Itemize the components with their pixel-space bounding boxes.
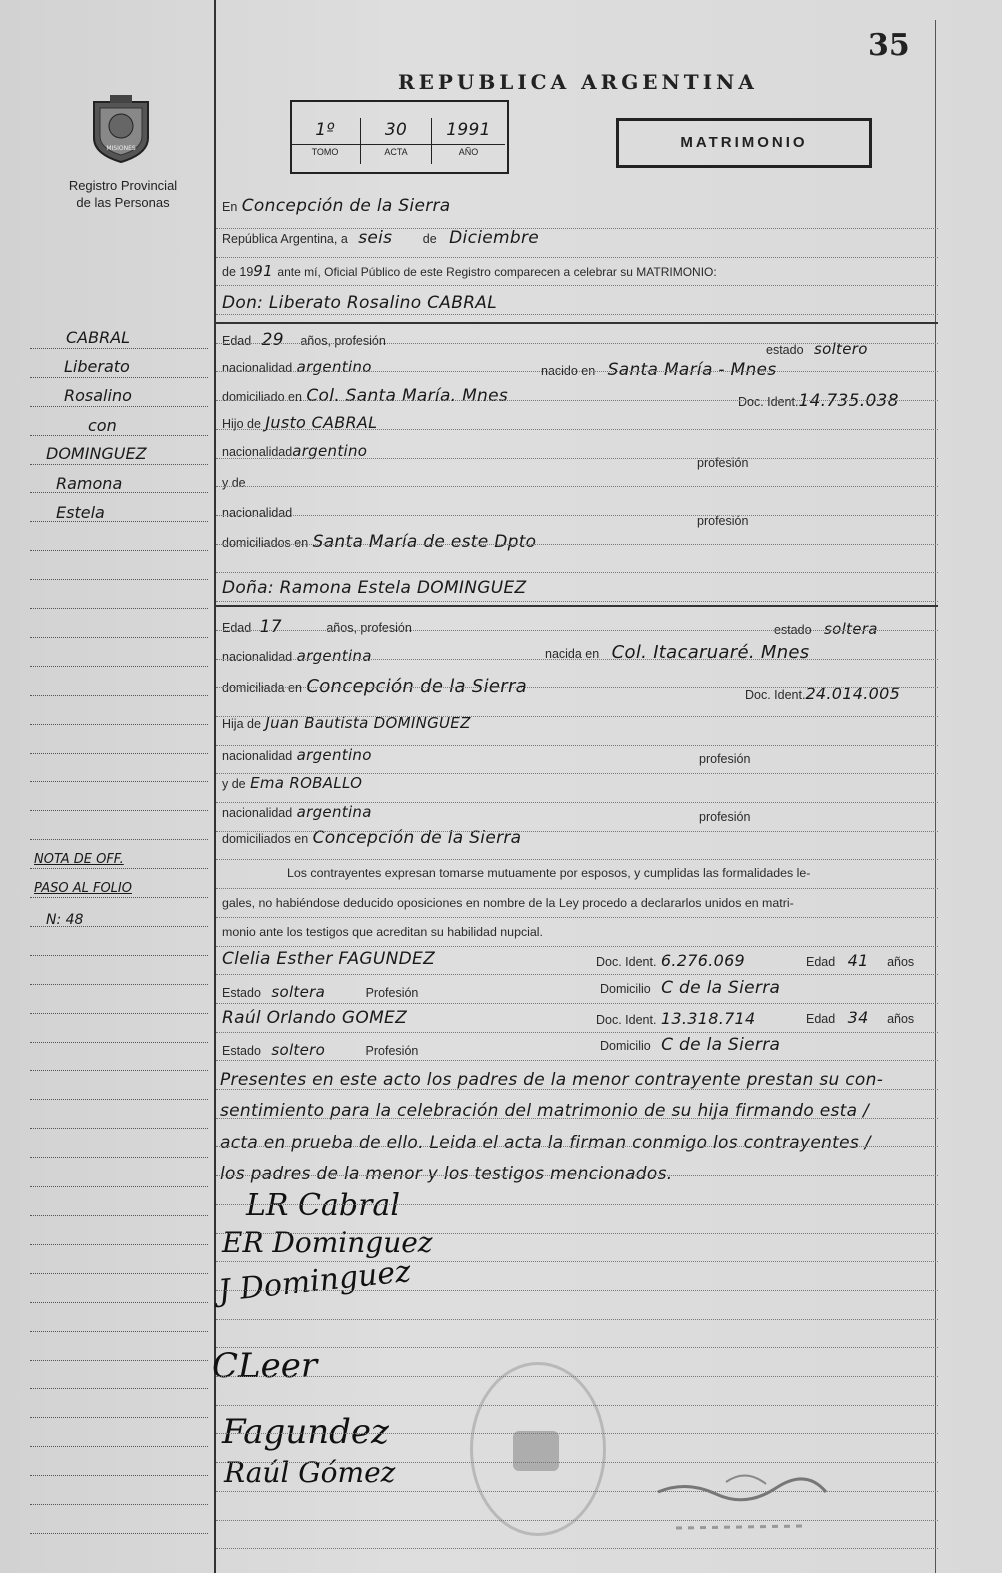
ruled-line — [216, 228, 938, 229]
groom-estado: soltero — [813, 340, 868, 358]
registry-line2: de las Personas — [76, 195, 170, 210]
bride-yde-label: y de — [222, 777, 246, 791]
book-reference-values — [290, 118, 505, 164]
witness1-name-row — [222, 949, 435, 969]
bride-father-nac-row — [222, 746, 372, 765]
witness1-doc-group — [596, 951, 745, 971]
ruled-line — [216, 1003, 938, 1004]
registry-seal — [86, 92, 156, 164]
witness2-doc: 13.318.714 — [660, 1009, 756, 1028]
ruled-line — [216, 1146, 938, 1147]
ruled-line — [216, 974, 938, 975]
margin-ruled-line — [30, 1157, 208, 1158]
witness1-anos-label: años — [887, 955, 915, 969]
bride-nacida-label: nacida en — [545, 647, 600, 661]
margin-ruled-line — [30, 955, 208, 956]
year-prefix: de 19 — [222, 265, 254, 279]
bride-father: Juan Bautista DOMINGUEZ — [265, 714, 471, 732]
margin-ruled-line — [30, 1215, 208, 1216]
ruled-line — [216, 1405, 938, 1406]
groom-separator — [216, 322, 938, 324]
witness1-dom-label: Domicilio — [600, 982, 651, 996]
groom-nac-row — [222, 358, 372, 377]
witness2-name: Raúl Orlando GOMEZ — [222, 1008, 408, 1028]
tomo-value: 1º — [315, 120, 335, 140]
bride-mother-nac-label: nacionalidad — [222, 806, 293, 820]
ruled-line — [216, 773, 938, 774]
margin-ruled-line — [30, 1244, 208, 1245]
margin-ruled-line — [30, 926, 208, 927]
signature-fagundez: Fagundez — [222, 1412, 389, 1452]
witness1-estado-row — [222, 983, 418, 1002]
margin-ruled-line — [30, 1388, 208, 1389]
ruled-line — [216, 400, 938, 401]
bride-anos-profesion-label: años, profesión — [326, 621, 412, 635]
groom-parents-domicilio: Santa María de este Dpto — [312, 532, 537, 552]
witness1-estado: soltera — [271, 983, 326, 1001]
ruled-line — [216, 1233, 938, 1234]
margin-ruled-line — [30, 1475, 208, 1476]
margin-first2: Ramona — [56, 474, 123, 493]
ruled-line — [216, 343, 938, 344]
ruled-line — [216, 572, 938, 573]
ruled-line — [216, 1089, 938, 1090]
column-divider — [214, 0, 216, 1573]
ruled-line — [216, 486, 938, 487]
margin-ruled-line — [30, 1417, 208, 1418]
ruled-line — [216, 1290, 938, 1291]
bride-domiciliados-label: domiciliados en — [222, 832, 309, 846]
ano-value: 1991 — [446, 120, 491, 140]
witness2-name-row — [222, 1008, 407, 1028]
margin-ruled-line — [30, 579, 208, 580]
groom-heading: Don: Liberato Rosalino CABRAL — [222, 293, 498, 313]
bride-profesion2 — [699, 808, 750, 826]
groom-parents-dom-row — [222, 532, 536, 552]
declaration-line2: gales, no habiéndose deducido oposiciones en nombre de la Ley procedo a declararlos unidos en matri- — [222, 896, 794, 910]
bride-edad-label: Edad — [222, 621, 252, 635]
bride-father-nac-label: nacionalidad — [222, 749, 293, 763]
ruled-line — [216, 257, 938, 258]
groom-heading-row — [222, 293, 497, 313]
seal-label: MISIONES — [106, 145, 136, 152]
margin-ruled-line — [30, 1446, 208, 1447]
country-title: REPUBLICA ARGENTINA — [398, 70, 758, 94]
groom-profesion2-label: profesión — [697, 514, 749, 528]
margin-ruled-line — [30, 810, 208, 811]
bride-profesion2-label: profesión — [699, 810, 751, 824]
bride-doc-label: Doc. Ident. — [745, 688, 806, 702]
bride-mother: Ema ROBALLO — [250, 774, 363, 792]
bride-doc: 24.014.005 — [805, 684, 901, 703]
witness2-age-group — [806, 1008, 914, 1028]
de-label: de — [422, 232, 437, 246]
margin-ruled-line — [30, 984, 208, 985]
groom-doc-label: Doc. Ident. — [738, 395, 799, 409]
groom-dom-label: domiciliado en — [222, 390, 302, 404]
groom-anos-profesion-label: años, profesión — [300, 334, 386, 348]
groom-mother-nac-label: nacionalidad — [222, 506, 293, 520]
margin-ruled-line — [30, 637, 208, 638]
margin-ruled-line — [30, 695, 208, 696]
ruled-line — [216, 946, 938, 947]
groom-father: Justo CABRAL — [265, 413, 378, 432]
intro-statement-row — [222, 262, 717, 281]
margin-note-line1: NOTA DE OFF. — [34, 852, 124, 867]
witness1-age: 41 — [847, 951, 869, 970]
groom-father-nac: argentino — [292, 442, 368, 460]
groom-yde-label: y de — [222, 476, 246, 490]
witness1-domicilio: C de la Sierra — [661, 978, 781, 998]
margin-conjunction: con — [88, 416, 117, 435]
margin-first1: Liberato — [64, 357, 130, 376]
acta-cell — [361, 118, 432, 164]
groom-edad-label: Edad — [222, 334, 252, 348]
witness2-doc-label: Doc. Ident. — [596, 1013, 657, 1027]
margin-note-line3: N: 48 — [46, 912, 84, 928]
witness2-estado-row — [222, 1041, 418, 1060]
margin-ruled-line — [30, 521, 208, 522]
acta-label: ACTA — [361, 144, 431, 157]
remarks-line4: los padres de la menor y los testigos mencionados. — [220, 1164, 673, 1184]
margin-ruled-line — [30, 781, 208, 782]
witness1-doc-label: Doc. Ident. — [596, 955, 657, 969]
ruled-line — [216, 859, 938, 860]
margin-ruled-line — [30, 1099, 208, 1100]
groom-domiciliados-label: domiciliados en — [222, 536, 309, 550]
ruled-line — [216, 888, 938, 889]
declaration-line1: Los contrayentes expresan tomarse mutuamente por esposos, y cumplidas las formalidades le- — [287, 866, 811, 880]
ruled-line — [216, 314, 938, 315]
ruled-line — [216, 1319, 938, 1320]
ruled-line — [216, 285, 938, 286]
groom-domicilio: Col. Santa María. Mnes — [306, 386, 509, 406]
bride-mother-row — [222, 774, 362, 793]
ruled-line — [216, 1175, 938, 1176]
margin-ruled-line — [30, 550, 208, 551]
margin-ruled-line — [30, 666, 208, 667]
ruled-line — [216, 1548, 938, 1549]
intro-year: 91 — [253, 262, 273, 280]
ruled-line — [216, 1204, 938, 1205]
bride-heading: Doña: Ramona Estela DOMINGUEZ — [222, 578, 527, 598]
margin-ruled-line — [30, 724, 208, 725]
ruled-line — [216, 630, 938, 631]
bride-nacida: Col. Itacaruaré. Mnes — [611, 642, 810, 663]
remarks-line1: Presentes en este acto los padres de la menor contrayente prestan su con- — [220, 1070, 884, 1090]
groom-age: 29 — [261, 330, 284, 350]
acta-value: 30 — [384, 120, 408, 140]
bride-age: 17 — [259, 617, 282, 637]
en-label: En — [222, 200, 238, 214]
groom-nacido-label: nacido en — [541, 364, 596, 378]
ruled-line — [216, 1491, 938, 1492]
remarks-line3: acta en prueba de ello. Leida el acta la firman conmigo los contrayentes / — [220, 1133, 871, 1153]
ruled-line — [216, 659, 938, 660]
witness2-dom-group — [600, 1035, 780, 1055]
bride-dom-label: domiciliada en — [222, 681, 302, 695]
margin-ruled-line — [30, 1360, 208, 1361]
bride-domicilio: Concepción de la Sierra — [306, 676, 528, 697]
witness2-age: 34 — [847, 1008, 869, 1027]
bride-estado: soltera — [823, 620, 878, 638]
margin-ruled-line — [30, 1042, 208, 1043]
ruled-line — [216, 1376, 938, 1377]
witness1-name: Clelia Esther FAGUNDEZ — [222, 949, 436, 969]
remarks-line2: sentimiento para la celebración del matrimonio de su hija firmando esta / — [220, 1101, 870, 1121]
ano-cell — [432, 118, 505, 164]
ruled-line — [216, 371, 938, 372]
ruled-line — [216, 687, 938, 688]
bride-nac-row — [222, 647, 372, 666]
official-signature — [656, 1470, 836, 1540]
margin-ruled-line — [30, 435, 208, 436]
witness1-edad-label: Edad — [806, 955, 836, 969]
margin-ruled-line — [30, 1302, 208, 1303]
margin-ruled-line — [30, 1273, 208, 1274]
margin-surname2: DOMINGUEZ — [46, 444, 147, 463]
margin-ruled-line — [30, 464, 208, 465]
signature-gomez: Raúl Gómez — [224, 1456, 396, 1489]
groom-doc-group — [738, 391, 899, 411]
tomo-cell — [290, 118, 361, 164]
ruled-line — [216, 716, 938, 717]
document-type-box: MATRIMONIO — [616, 118, 872, 168]
official-stamp — [470, 1362, 606, 1536]
stamp-emblem — [513, 1431, 559, 1471]
bride-profesion-label: profesión — [699, 752, 751, 766]
margin-ruled-line — [30, 1128, 208, 1129]
margin-ruled-line — [30, 348, 208, 349]
ruled-line — [216, 544, 938, 545]
ruled-line — [216, 429, 938, 430]
bride-mother-nac-row — [222, 803, 372, 822]
signature-bride: ER Dominguez — [222, 1226, 433, 1259]
witness2-domicilio: C de la Sierra — [661, 1035, 781, 1055]
margin-ruled-line — [30, 839, 208, 840]
bride-hija-label: Hija de — [222, 717, 261, 731]
groom-doc: 14.735.038 — [798, 391, 899, 411]
bride-profesion1 — [699, 750, 750, 768]
witness2-estado: soltero — [271, 1041, 326, 1059]
ruled-line — [216, 1520, 938, 1521]
margin-ruled-line — [30, 1186, 208, 1187]
bride-mother-nac: argentina — [296, 803, 372, 821]
witness1-estado-label: Estado — [222, 986, 261, 1000]
margin-ruled-line — [30, 897, 208, 898]
right-border — [935, 20, 936, 1573]
page-number: 35 — [868, 28, 910, 63]
groom-nacido-group — [541, 360, 776, 380]
groom-dom-row — [222, 386, 508, 406]
margin-ruled-line — [30, 377, 208, 378]
margin-ruled-line — [30, 1013, 208, 1014]
ruled-line — [216, 1347, 938, 1348]
margin-ruled-line — [30, 492, 208, 493]
witness1-age-group — [806, 951, 914, 971]
registry-line1: Registro Provincial — [68, 178, 178, 193]
bride-father-nac: argentino — [296, 746, 372, 764]
ruled-line — [216, 1032, 938, 1033]
margin-first2b: Estela — [56, 503, 105, 522]
bride-nac-label: nacionalidad — [222, 650, 293, 664]
margin-ruled-line — [30, 1533, 208, 1534]
ruled-line — [216, 601, 938, 602]
margin-ruled-line — [30, 608, 208, 609]
tomo-label: TOMO — [290, 144, 360, 157]
intro-place-row — [222, 196, 451, 216]
groom-profesion-label: profesión — [697, 456, 749, 470]
margin-ruled-line — [30, 406, 208, 407]
ruled-line — [216, 1060, 938, 1061]
margin-ruled-line — [30, 753, 208, 754]
ruled-line — [216, 1462, 938, 1463]
groom-age-row — [222, 330, 386, 350]
declaration-line3: monio ante los testigos que acreditan su habilidad nupcial. — [222, 925, 543, 939]
ruled-line — [216, 515, 938, 516]
intro-place: Concepción de la Sierra — [241, 196, 451, 216]
groom-nac-label: nacionalidad — [222, 361, 293, 375]
witness2-profesion-label: Profesión — [365, 1044, 419, 1058]
bride-parents-domicilio: Concepción de la Sierra — [312, 828, 522, 848]
ruled-line — [216, 802, 938, 803]
intro-date-row — [222, 228, 539, 248]
ano-label: AÑO — [432, 144, 505, 157]
ruled-line — [216, 745, 938, 746]
groom-hijo-label: Hijo de — [222, 417, 261, 431]
margin-note-line2: PASO AL FOLIO — [34, 881, 132, 896]
groom-profesion1 — [697, 454, 748, 472]
groom-father-row — [222, 413, 377, 433]
republic-label: República Argentina, a — [222, 232, 348, 246]
ruled-line — [216, 1433, 938, 1434]
margin-surname1: CABRAL — [66, 328, 131, 347]
ruled-line — [216, 917, 938, 918]
groom-nacionalidad: argentino — [296, 358, 372, 376]
signature-groom: LR Cabral — [246, 1188, 400, 1223]
margin-ruled-line — [30, 868, 208, 869]
margin-ruled-line — [30, 1504, 208, 1505]
bride-nacionalidad: argentina — [296, 647, 372, 665]
witness2-dom-label: Domicilio — [600, 1039, 651, 1053]
bride-heading-row — [222, 578, 526, 598]
bride-estado-label: estado — [774, 623, 812, 637]
groom-estado-label: estado — [766, 343, 804, 357]
ruled-line — [216, 1261, 938, 1262]
margin-ruled-line — [30, 1070, 208, 1071]
witness1-profesion-label: Profesión — [365, 986, 419, 1000]
intro-month: Diciembre — [449, 228, 539, 248]
bride-separator — [216, 605, 938, 607]
groom-mother-nac-row — [222, 504, 292, 522]
margin-ruled-line — [30, 1331, 208, 1332]
groom-father-nac-label: nacionalidad — [222, 445, 293, 459]
groom-mother-row — [222, 474, 246, 492]
ruled-line — [216, 1118, 938, 1119]
signature-witness-cleer: CLeer — [212, 1346, 318, 1386]
ruled-line — [216, 458, 938, 459]
witness1-doc: 6.276.069 — [660, 951, 746, 970]
intro-statement: ante mí, Oficial Público de este Registro comparecen a celebrar su MATRIMONIO: — [277, 265, 717, 279]
margin-first1b: Rosalino — [64, 386, 132, 405]
witness1-dom-group — [600, 978, 780, 998]
ruled-line — [216, 831, 938, 832]
bride-age-row — [222, 617, 412, 637]
witness2-estado-label: Estado — [222, 1044, 261, 1058]
groom-nacido: Santa María - Mnes — [607, 360, 777, 380]
witness2-doc-group — [596, 1009, 756, 1029]
witness2-edad-label: Edad — [806, 1012, 836, 1026]
signature-father: J Dominguez — [216, 1254, 413, 1309]
intro-day: seis — [358, 228, 393, 248]
witness2-anos-label: años — [887, 1012, 915, 1026]
